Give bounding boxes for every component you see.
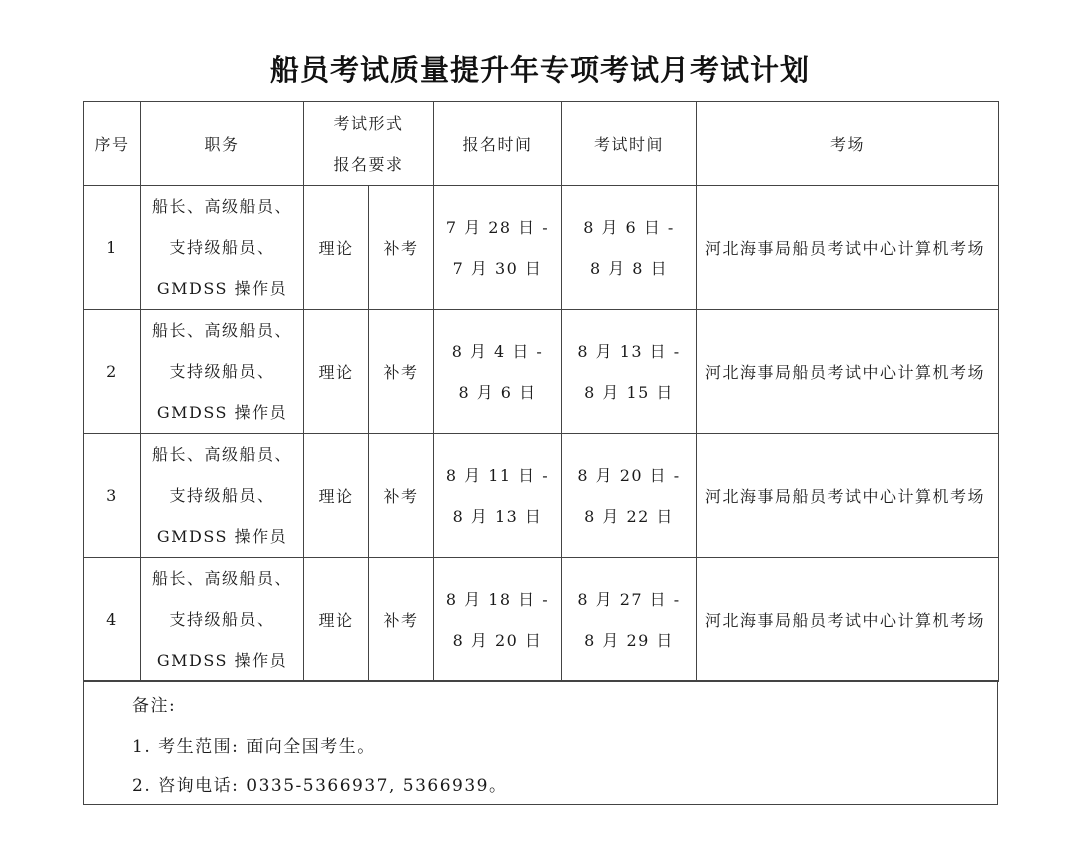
row-signup-time bbox=[434, 310, 562, 434]
notes-box bbox=[83, 680, 998, 805]
signup-start: 8 月 18 日 - bbox=[445, 589, 550, 609]
row-position bbox=[141, 310, 304, 434]
row-form: 理论 bbox=[304, 310, 369, 434]
exam-start: 8 月 20 日 - bbox=[577, 465, 681, 485]
row-signup-time bbox=[434, 434, 562, 558]
exam-schedule-table bbox=[83, 101, 999, 682]
table-row bbox=[84, 434, 999, 558]
position-line: 船长、高级船员、 bbox=[151, 321, 292, 340]
header-form-requirement bbox=[304, 102, 434, 186]
position-line: GMDSS 操作员 bbox=[156, 403, 288, 422]
header-form: 考试形式 bbox=[333, 113, 404, 133]
signup-start: 8 月 11 日 - bbox=[445, 465, 550, 485]
position-line: 支持级船员、 bbox=[169, 362, 275, 381]
table-row bbox=[84, 310, 999, 434]
position-line: 船长、高级船员、 bbox=[151, 197, 292, 216]
exam-end: 8 月 8 日 bbox=[589, 258, 669, 278]
position-line: 支持级船员、 bbox=[169, 610, 275, 629]
position-line: GMDSS 操作员 bbox=[156, 651, 288, 670]
row-requirement: 补考 bbox=[369, 558, 434, 682]
row-exam-time bbox=[562, 310, 697, 434]
row-form: 理论 bbox=[304, 558, 369, 682]
signup-end: 8 月 13 日 bbox=[452, 506, 543, 526]
row-position bbox=[141, 434, 304, 558]
exam-end: 8 月 22 日 bbox=[584, 506, 674, 526]
row-exam-time bbox=[562, 186, 697, 310]
row-exam-time bbox=[562, 434, 697, 558]
header-requirement: 报名要求 bbox=[333, 154, 404, 174]
table-row bbox=[84, 558, 999, 682]
exam-end: 8 月 15 日 bbox=[584, 382, 674, 402]
row-position bbox=[141, 558, 304, 682]
row-signup-time bbox=[434, 186, 562, 310]
row-position bbox=[141, 186, 304, 310]
row-form: 理论 bbox=[304, 434, 369, 558]
row-seq: 2 bbox=[84, 310, 141, 434]
row-venue: 河北海事局船员考试中心计算机考场 bbox=[697, 186, 999, 310]
signup-end: 8 月 20 日 bbox=[452, 630, 543, 650]
row-requirement: 补考 bbox=[369, 186, 434, 310]
position-line: 支持级船员、 bbox=[169, 238, 275, 257]
header-venue: 考场 bbox=[697, 102, 999, 186]
row-exam-time bbox=[562, 558, 697, 682]
row-seq: 4 bbox=[84, 558, 141, 682]
exam-start: 8 月 6 日 - bbox=[583, 217, 675, 237]
row-form: 理论 bbox=[304, 186, 369, 310]
row-seq: 1 bbox=[84, 186, 141, 310]
signup-start: 7 月 28 日 - bbox=[445, 217, 550, 237]
header-exam-time: 考试时间 bbox=[562, 102, 697, 186]
row-signup-time bbox=[434, 558, 562, 682]
notes-heading: 备注: bbox=[132, 696, 177, 716]
position-line: GMDSS 操作员 bbox=[156, 279, 288, 298]
header-position: 职务 bbox=[141, 102, 304, 186]
position-line: 船长、高级船员、 bbox=[151, 445, 292, 464]
exam-end: 8 月 29 日 bbox=[584, 630, 674, 650]
row-venue: 河北海事局船员考试中心计算机考场 bbox=[697, 558, 999, 682]
header-seq: 序号 bbox=[84, 102, 141, 186]
signup-end: 8 月 6 日 bbox=[458, 382, 537, 402]
position-line: 船长、高级船员、 bbox=[151, 569, 292, 588]
row-venue: 河北海事局船员考试中心计算机考场 bbox=[697, 310, 999, 434]
signup-start: 8 月 4 日 - bbox=[451, 341, 544, 361]
row-venue: 河北海事局船员考试中心计算机考场 bbox=[697, 434, 999, 558]
position-line: 支持级船员、 bbox=[169, 486, 275, 505]
exam-start: 8 月 27 日 - bbox=[577, 589, 681, 609]
table-header-row bbox=[84, 102, 999, 186]
row-requirement: 补考 bbox=[369, 310, 434, 434]
position-line: GMDSS 操作员 bbox=[156, 527, 288, 546]
exam-start: 8 月 13 日 - bbox=[577, 341, 681, 361]
signup-end: 7 月 30 日 bbox=[452, 258, 543, 278]
row-requirement: 补考 bbox=[369, 434, 434, 558]
table-row bbox=[84, 186, 999, 310]
notes-contact: 2. 咨询电话: 0335-5366937, 5366939。 bbox=[132, 776, 508, 796]
row-seq: 3 bbox=[84, 434, 141, 558]
notes-scope: 1. 考生范围: 面向全国考生。 bbox=[132, 737, 376, 757]
header-signup-time: 报名时间 bbox=[434, 102, 562, 186]
page-title: 船员考试质量提升年专项考试月考试计划 bbox=[269, 53, 810, 87]
